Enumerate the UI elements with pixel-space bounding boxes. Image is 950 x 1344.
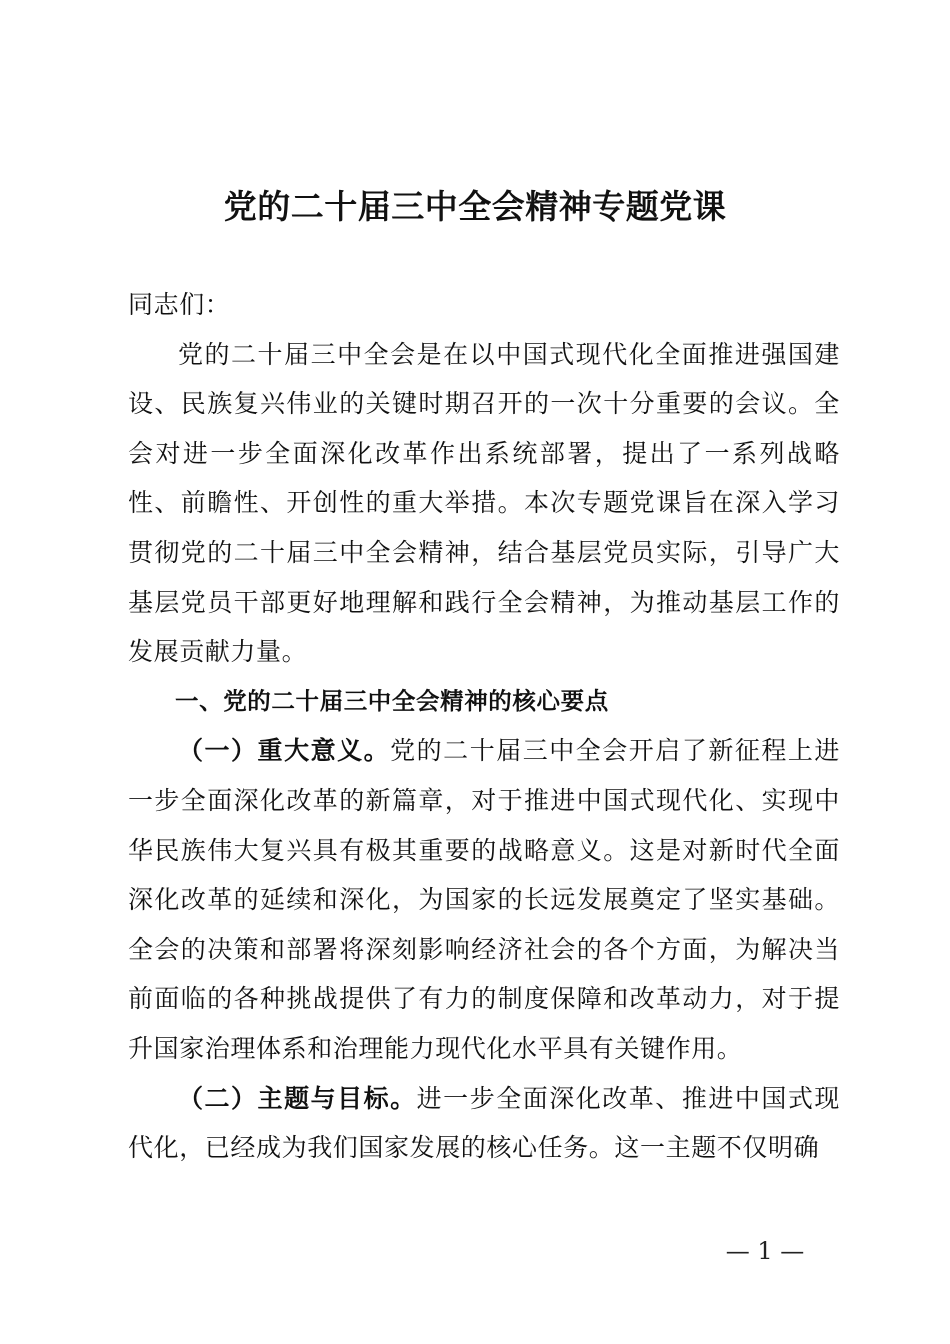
intro-paragraph: 党的二十届三中全会是在以中国式现代化全面推进强国建设、民族复兴伟业的关键时期召开的一次十分重要的会议。全会对进一步全面深化改革作出系统部署，提出了一系列战略性、前瞻性、开创性的重大举措。本次专题党课旨在深入学习贯彻党的二十届三中全会精神，结合基层党员实际，引导广大基层党员干部更好地理解和践行全会精神，为推动基层工作的发展贡献力量。 xyxy=(128,339,840,667)
salutation: 同志们： xyxy=(128,290,231,319)
subsection-2-lead: （二）主题与目标。 xyxy=(178,1083,417,1113)
subsection-2-text: 进一步全面深化改革、推进中国式现代化，已经成为我们国家发展的核心任务。这一主题不仅明确 xyxy=(128,1083,840,1163)
subsection-1-lead: （一）重大意义。 xyxy=(178,736,391,766)
page-number: — 1 — xyxy=(725,1237,805,1265)
subsection-1-text: 党的二十届三中全会开启了新征程上进一步全面深化改革的新篇章，对于推进中国式现代化、实现中华民族伟大复兴具有极其重要的战略意义。这是对新时代全面深化改革的延续和深化，为国家的长远发展奠定了坚实基础。全会的决策和部署将深刻影响经济社会的各个方面，为解决当前面临的各种挑战提供了有力的制度保障和改革动力，对于提升国家治理体系和治理能力现代化水平具有关键作用。 xyxy=(128,736,840,1063)
document-body xyxy=(128,280,840,1173)
document-title: 党的二十届三中全会精神专题党课 xyxy=(223,187,727,226)
section-heading-1: 一、党的二十届三中全会精神的核心要点 xyxy=(175,686,609,715)
subsection-1-paragraph xyxy=(128,726,840,1073)
subsection-2-paragraph xyxy=(128,1074,840,1173)
